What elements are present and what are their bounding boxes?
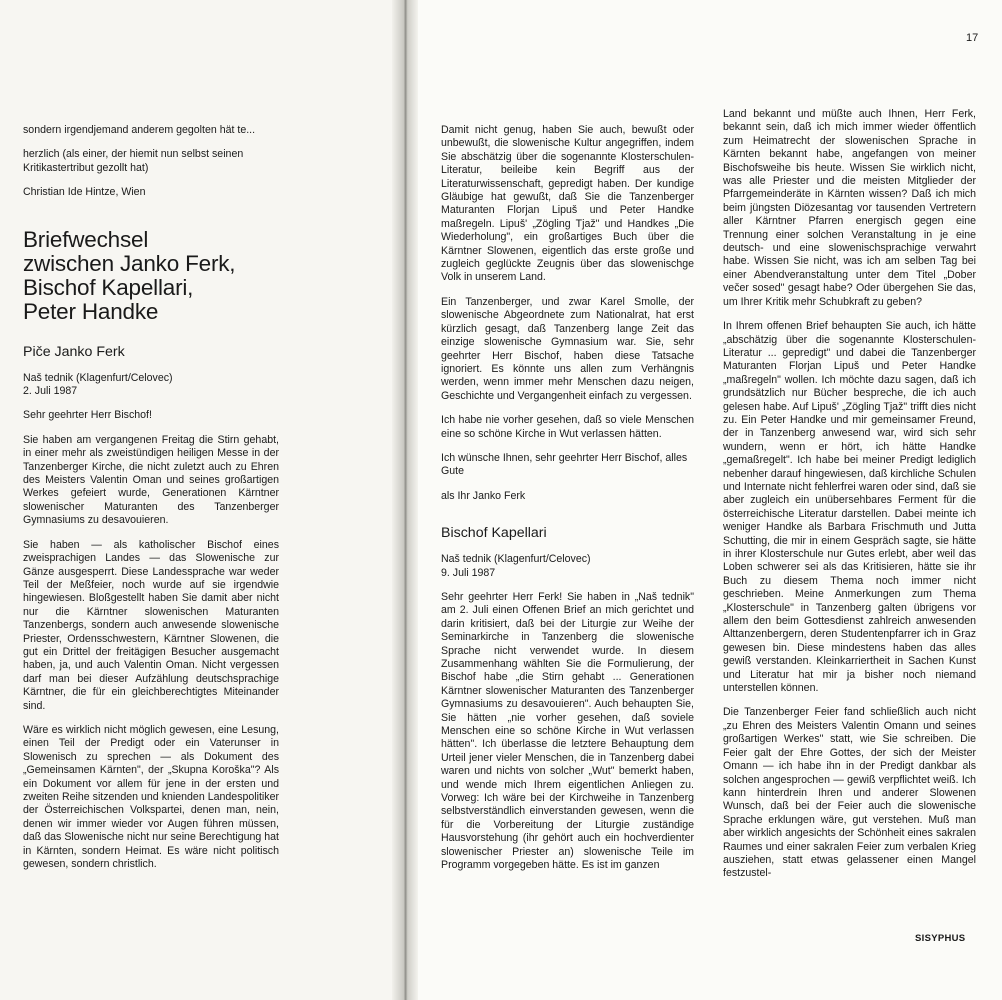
column-3 [723,108,976,892]
body-paragraph: Sehr geehrter Herr Ferk! Sie haben in „Naš tednik" am 2. Juli einen Offenen Brief an mich gerichtet und darin kritisiert, daß bei der Liturgie zur Weihe der Seminarkirche in Tanzenberg die slowenische Sprache nicht verwendet wurde. In diesem Zusammenhang wählten Sie die Formulierung, der Bischof habe „die Stirn gehabt ... Generationen Kärntner slowenischer Maturanten des Tanzenberger Gymnasiums zu desavouieren". Auch behaupten Sie, Sie hätten „nie vorher gesehen, daß soviele Menschen eine so schöne Kirche in Wut verlassen hätten". Ich überlasse die letztere Behauptung dem Urteil jener vieler Menschen, die in Tanzenberg dabei waren und nichts von solcher „Wut" bemerkt haben, und wende mich Ihrem eigentlichen Anliegen zu. Vorweg: Ich wäre bei der Kirchweihe in Tanzenberg selbstverständlich einverstanden gewesen, wenn die für die Vorbereitung der Liturgie zuständige Hausvorstehung (ihr gehört auch ein hochverdienter slowenischer Priester an) slowenische Teile im Programm vorgegeben hätte. Es ist im ganzen [441,590,694,872]
body-paragraph: Land bekannt und müßte auch Ihnen, Herr Ferk, bekannt sein, daß ich mich immer wieder öffentlich zum Heimatrecht der slowenischen Sprache in Kärnten bekannt habe, angefangen von meiner Bischofsweihe bis heute. Wissen Sie wirklich nicht, was alle Priester und die meisten Mitglieder der Pfarrgemeinderäte in Kärnten wissen? Daß ich mich beim jüngsten Diözesantag vor tausenden Vertretern aller Kärntner Pfarren energisch gegen eine Trennung einer solchen Veranstaltung in je eine deutsch- und eine slowenischsprachige verwahrt habe. Wissen Sie nicht, was ich am selben Tag bei einer Abendveranstaltung unter dem Titel „Dober večer sosed" gesagt habe? Oder übergehen Sie das, um Ihrer Kritik mehr Schubkraft zu geben? [723,108,976,308]
body-paragraph: Sie haben am vergangenen Freitag die Stirn gehabt, in einer mehr als zweistündigen heiligen Messe in der Tanzenberger Kirche, die nicht zuletzt auch zu Ehren des Meisters Valentin Oman und seines großartigen Werkes gefeiert wurde, Generationen Kärntner slowenischer Maturanten des Tanzenberger Gymnasiums zu desavouieren. [23,433,279,527]
title-line: zwischen Janko Ferk, [23,250,236,276]
body-paragraph: Ich habe nie vorher gesehen, daß so viele Menschen eine so schöne Kirche in Wut verlassen hätten. [441,414,694,440]
dateline-source: Naš tednik (Klagenfurt/Celovec) [441,553,591,566]
body-paragraph: Damit nicht genug, haben Sie auch, bewußt oder unbewußt, die slowenische Kultur angegriffen, indem Sie abschätzig über die sogenannte Klosterschulen-Literatur, beileibe kein Begriff aus der Literaturwissenschaft, gepredigt haben. Der kundige Gläubige hat gewußt, daß Sie die Tanzenberger Maturanten Florjan Lipuš und Peter Handke maßregeln. Lipuš' „Zögling Tjaž" und Handkes „Die Wiederholung", ein großartiges Buch über die Kärntner Slowenen, eigentlich das erste große und zugleich geglückte Zeugnis über das slowenischge Volk in unserem Land. [441,124,694,284]
dateline [23,372,279,399]
body-paragraph: In Ihrem offenen Brief behaupten Sie auch, ich hätte „abschätzig über die sogenannte Klosterschulen-Literatur ... gepredigt" und dabei die Tanzenberger Maturanten Florjan Lipuš und Peter Handke „maßregeln" wollen. Ich möchte dazu sagen, daß ich grundsätzlich nur Bücher bespreche, die ich auch gelesen habe. Auf Lipuš' „Zögling Tjaž" trifft dies nicht zu. Ein Peter Handke und mir gemeinsamer Freund, der in Tanzenberg anwesend war, wird sich sehr wundern, wenn er hört, ich hätte Handke „gemaßregelt". Ich habe bei meiner Predigt lediglich nebenher darauf hingewiesen, daß kirchliche Schulen und Internate nicht fehlerfrei waren oder sind, daß sie aber zugleich ein unübersehbares Ferment für die österreichische Literatur darstellen. Dabei meinte ich weniger Handke als Barbara Frischmuth und Jutta Schutting, die mir in einem Gespräch sagte, sie hätte in ihrer Klosterschule nur Gutes erlebt, aber weil das Loben schwerer sei als das Kritisieren, hätte sie ihr Buch zu diesem Thema noch immer nicht geschrieben. Meine Anmerkungen zum Thema „Klosterschule" in Tanzenberg galten übrigens vor allem den beim Gottesdienst zahlreich anwesenden Alttanzenbergern, deren Studentenpfarrer ich in Graz gewesen bin. Diese mindestens haben das alles gewiß verstanden. Kleinkarriertheit in Sachen Kunst und Literatur hat mir ja bisher noch niemand unterstellen können. [723,320,976,695]
dateline-date: 9. Juli 1987 [441,566,496,579]
salutation: Sehr geehrter Herr Bischof! [23,409,152,422]
publisher-logo: SISYPHUS [915,933,966,944]
body-paragraph: Ein Tanzenberger, und zwar Karel Smolle, der slowenische Abgeordnete zum Nationalrat, hat erst kürzlich gesagt, daß Tanzenberg lange Zeit das einzige slowenische Gymnasium war. Sie, sehr geehrter Herr Bischof, haben diese Tatsache ignoriert. Es könnte uns allen zum Verhängnis werden, wenn immer mehr Menschen dazu neigen, Geschichte und Vergangenheit einfach zu vergessen. [441,295,694,402]
book-gutter [392,0,418,1000]
intro-line: sondern irgendjemand anderem gegolten hät te... [23,124,256,136]
dateline-source: Naš tednik (Klagenfurt/Celovec) [23,371,173,384]
body-paragraph: Wäre es wirklich nicht möglich gewesen, eine Lesung, einen Teil der Predigt oder ein Vaterunser in Slowenisch zu sprechen — als Dokument des „Gemeinsamen Kärnten", der „Skupna Koroška"? Als ein Dokument vor allem für jene in der ersten und zweiten Reihe sitzenden und knienden Landespolitiker der Österreichischen Volkspartei, denen man, nein, denen wir immer wieder vor Augen führen müssen, daß das Slowenische nicht nur seine Berechtigung hat in Kärnten, sondern Heimat. Es wäre nicht politisch gewesen, sondern christlich. [23,723,279,871]
dateline [441,553,694,580]
column-2 [441,124,694,884]
column-1 [23,124,279,882]
dateline-date: 2. Juli 1987 [23,385,78,398]
title-line: Bischof Kapellari, [23,274,194,300]
title-line: Briefwechsel [23,226,149,252]
body-paragraph: Sie haben — als katholischer Bischof eines zweisprachigen Landes — das Slowenische zur Gänze ausgesperrt. Diese Landessprache war weder Teil der Meßfeier, noch wurde auf sie irgendwie hingewiesen. Bloßgestellt haben Sie damit aber nicht nur die Kärntner slowenischen Maturanten Tanzenbergs, sondern auch anwesende slowenische Priester, Ordensschwestern, Kärntner Slowenen, die gut ein Drittel der freitägigen Besucher ausgemacht haben, ja, und auch Valentin Oman. Nicht vergessen darf man bei dieser Aufzählung deutschsprachige Kärntner, die für ein gleichberechtigtes Miteinander sind. [23,538,279,712]
intro-line: herzlich (als einer, der hiemit nun selbst seinen Kritikastertribut gezollt hat) [23,148,244,174]
section-heading: Piče Janko Ferk [23,343,125,360]
page-number: 17 [966,32,979,44]
closing-line: Ich wünsche Ihnen, sehr geehrter Herr Bischof, alles Gute [441,451,688,478]
section-heading: Bischof Kapellari [441,525,547,542]
article-title [23,228,279,324]
signature-line: Christian Ide Hintze, Wien [23,186,146,199]
body-paragraph: Die Tanzenberger Feier fand schließlich auch nicht „zu Ehren des Meisters Valentin Omann und seines großartigen Werkes" statt, wie Sie schreiben. Die Feier galt der Ehre Gottes, der sich der Meister Omann — ich habe ihn in der Predigt dankbar als solchen angesprochen — gewiß verpflichtet weiß. Ich kann hinterdrein Ihren und anderer Slowenen Wunsch, daß bei der Feier auch die slowenische Sprache erklungen wäre, gut verstehen. Muß man aber wirklich angesichts der Schönheit eines sakralen Raumes und einer sakralen Feier zum verbalen Krieg ausziehen, statt etwas gelassener einen Mangel festzustel- [723,706,976,880]
signature-line: als Ihr Janko Ferk [441,489,526,502]
title-line: Peter Handke [23,298,159,324]
